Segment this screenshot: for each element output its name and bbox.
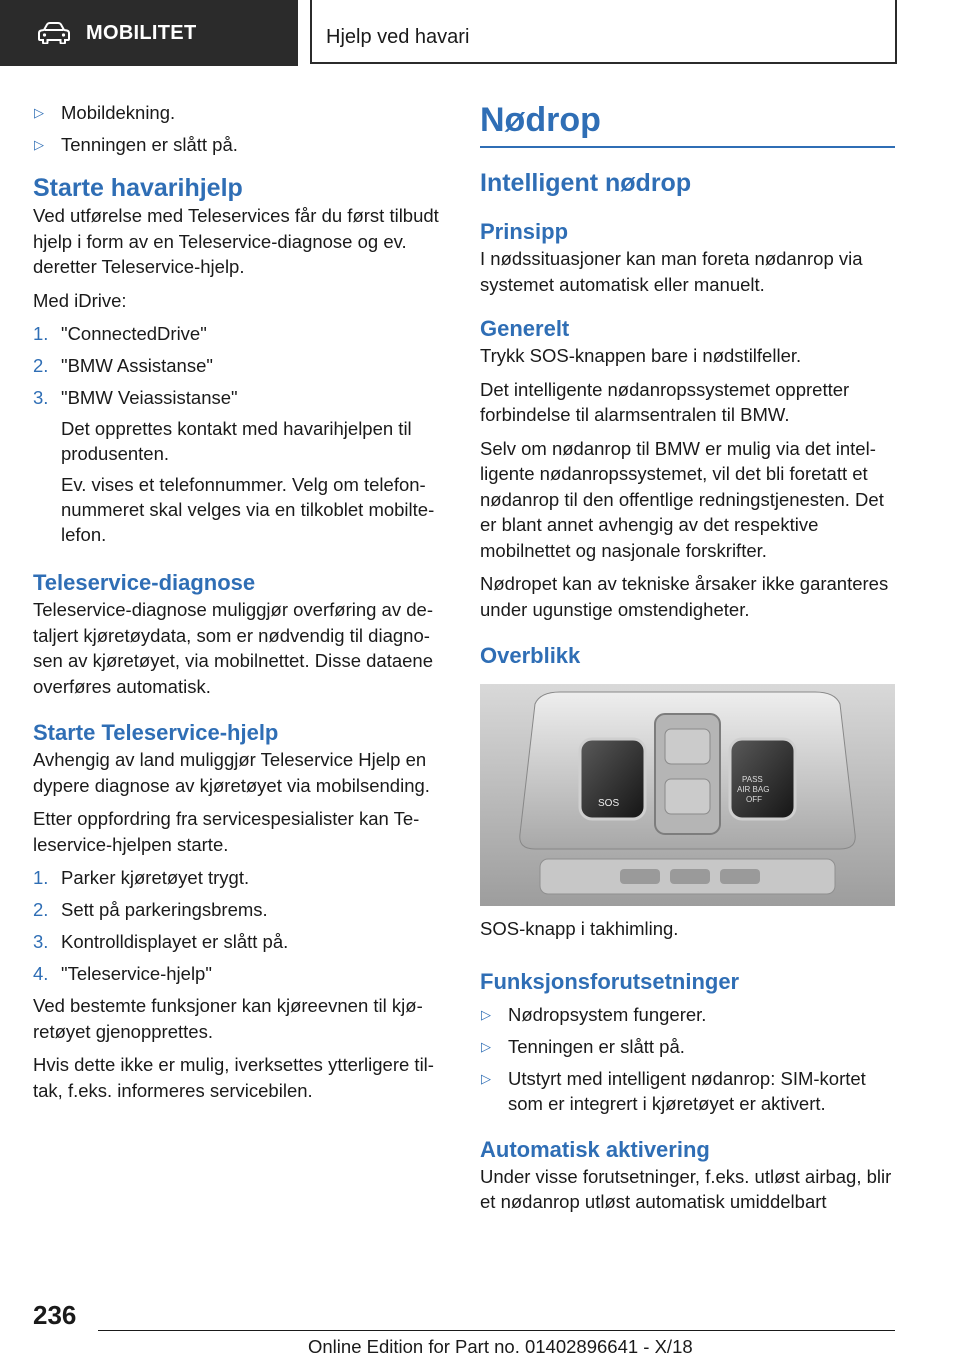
page-number: 236 — [33, 1300, 77, 1330]
triangle-bullet-icon: ▷ — [481, 1070, 491, 1086]
section-heading: Teleservice-diagnose — [33, 570, 256, 595]
step-detail: Ev. vises et telefonnummer. Velg om telefonnummeret skal velges via en tilkoblet mobiltelefon. — [61, 474, 435, 545]
list-item: 3. "BMW Veiassistanse" Det opprettes kontakt med havarihjelpen til produsenten. Ev. vises et telefonnummer. Velg om telefonnummeret skal velges via en tilkoblet mobiltelefon. — [33, 385, 449, 547]
sos-button-photo — [480, 684, 895, 906]
chapter-title: Hjelp ved havari — [326, 26, 470, 48]
list-item: 2. "BMW Assistanse" — [33, 355, 213, 376]
paragraph: Avhengig av land muliggjør Teleservice Hjelp en dypere diagnose av kjøretøyet via mobilsending. — [33, 749, 430, 796]
right-column — [480, 100, 895, 1223]
edition-note: Online Edition for Part no. 01402896641 - X/18 — [308, 1336, 693, 1357]
list-item: 4. "Teleservice-hjelp" — [33, 963, 212, 984]
image-caption: SOS-knapp i takhimling. — [480, 918, 679, 939]
list-item: 1. "ConnectedDrive" — [33, 323, 207, 344]
paragraph: Med iDrive: — [33, 289, 127, 311]
list-item: 1. Parker kjøretøyet trygt. — [33, 867, 250, 888]
section-title: MOBILITET — [86, 21, 197, 44]
paragraph: I nødssituasjoner kan man foreta nødanrop via systemet automatisk eller manuelt. — [480, 248, 863, 295]
paragraph: Det intelligente nødanropssystemet oppretter forbindelse til alarmsentralen til BMW. — [480, 378, 850, 425]
triangle-bullet-icon: ▷ — [481, 1006, 491, 1022]
list-item: ▷ Mobildekning. — [34, 102, 176, 123]
paragraph: Under visse forutsetninger, f.eks. utløst airbag, blir et nødanrop utløst automatisk umiddelbart — [480, 1165, 892, 1212]
airbag-label: AIR BAG — [737, 785, 770, 794]
triangle-bullet-icon: ▷ — [481, 1038, 491, 1054]
paragraph: Hvis dette ikke er mulig, iverksettes ytterligere tiltak, f.eks. informeres servicebilen. — [33, 1054, 434, 1101]
list-item: 2. Sett på parkeringsbrems. — [33, 899, 268, 920]
page-footer — [0, 1290, 960, 1362]
paragraph: Selv om nødanrop til BMW er mulig via det intelligente nødanropssystemet, vil det bli foretatt et nødanrop til den offentlige redningstjenesten. Det er blant annet avhengig av det respektive mobilnettet og nasjonale forskrifter. — [480, 437, 884, 561]
left-column — [33, 100, 449, 1111]
section-heading: Starte havarihjelp — [33, 174, 243, 202]
list-item: ▷ Utstyrt med intelligent nødanrop: SIM-kortet som er integrert i kjøretøyet er aktivert. — [481, 1067, 866, 1114]
paragraph: Nødropet kan av tekniske årsaker ikke garanteres under ugunstige omstendigheter. — [480, 573, 889, 620]
paragraph: Ved bestemte funksjoner kan kjøreevnen til kjøretøyet gjenopprettes. — [33, 995, 423, 1042]
step-detail: Det opprettes kontakt med havarihjelpen til produsenten. — [61, 418, 412, 464]
section-heading: Overblikk — [480, 643, 581, 668]
paragraph: Ved utførelse med Teleservices får du først tilbudt hjelp i form av en Teleservice-diagnose og ev. deretter Teleservice-hjelp. — [33, 205, 439, 277]
list-item: 3. Kontrolldisplayet er slått på. — [33, 931, 289, 952]
list-item: ▷ Tenningen er slått på. — [481, 1035, 685, 1057]
section-heading: Automatisk aktivering — [480, 1136, 710, 1162]
section-heading: Starte Teleservice-hjelp — [33, 720, 279, 745]
car-icon — [38, 22, 70, 44]
subsection-title: Intelligent nødrop — [480, 169, 692, 197]
section-heading: Prinsipp — [480, 219, 569, 244]
footer-divider — [98, 1330, 895, 1331]
paragraph: Trykk SOS-knappen bare i nødstilfeller. — [480, 345, 802, 366]
section-heading: Funksjonsforutsetninger — [480, 968, 740, 994]
section-tab — [0, 0, 298, 66]
section-heading: Generelt — [480, 316, 570, 341]
pass-label: PASS — [742, 775, 763, 784]
triangle-bullet-icon: ▷ — [34, 137, 44, 152]
triangle-bullet-icon: ▷ — [34, 105, 44, 120]
paragraph: Teleservice-diagnose muliggjør overføring av detaljert kjøretøydata, som er nødvendig til diagnosen av kjøretøyet, via mobilnettet. Disse dataene overføres automatisk. — [33, 599, 433, 697]
chapter-tab — [310, 0, 897, 64]
page-title: Nødrop — [480, 100, 895, 148]
off-label: OFF — [746, 795, 762, 804]
list-item: ▷ Tenningen er slått på. — [34, 134, 238, 155]
list-item: ▷ Nødropsystem fungerer. — [481, 1003, 707, 1025]
sos-label: SOS — [598, 798, 620, 809]
paragraph: Etter oppfordring fra servicespesialister kan Teleservice-hjelpen starte. — [33, 808, 420, 855]
page-header — [0, 0, 960, 66]
